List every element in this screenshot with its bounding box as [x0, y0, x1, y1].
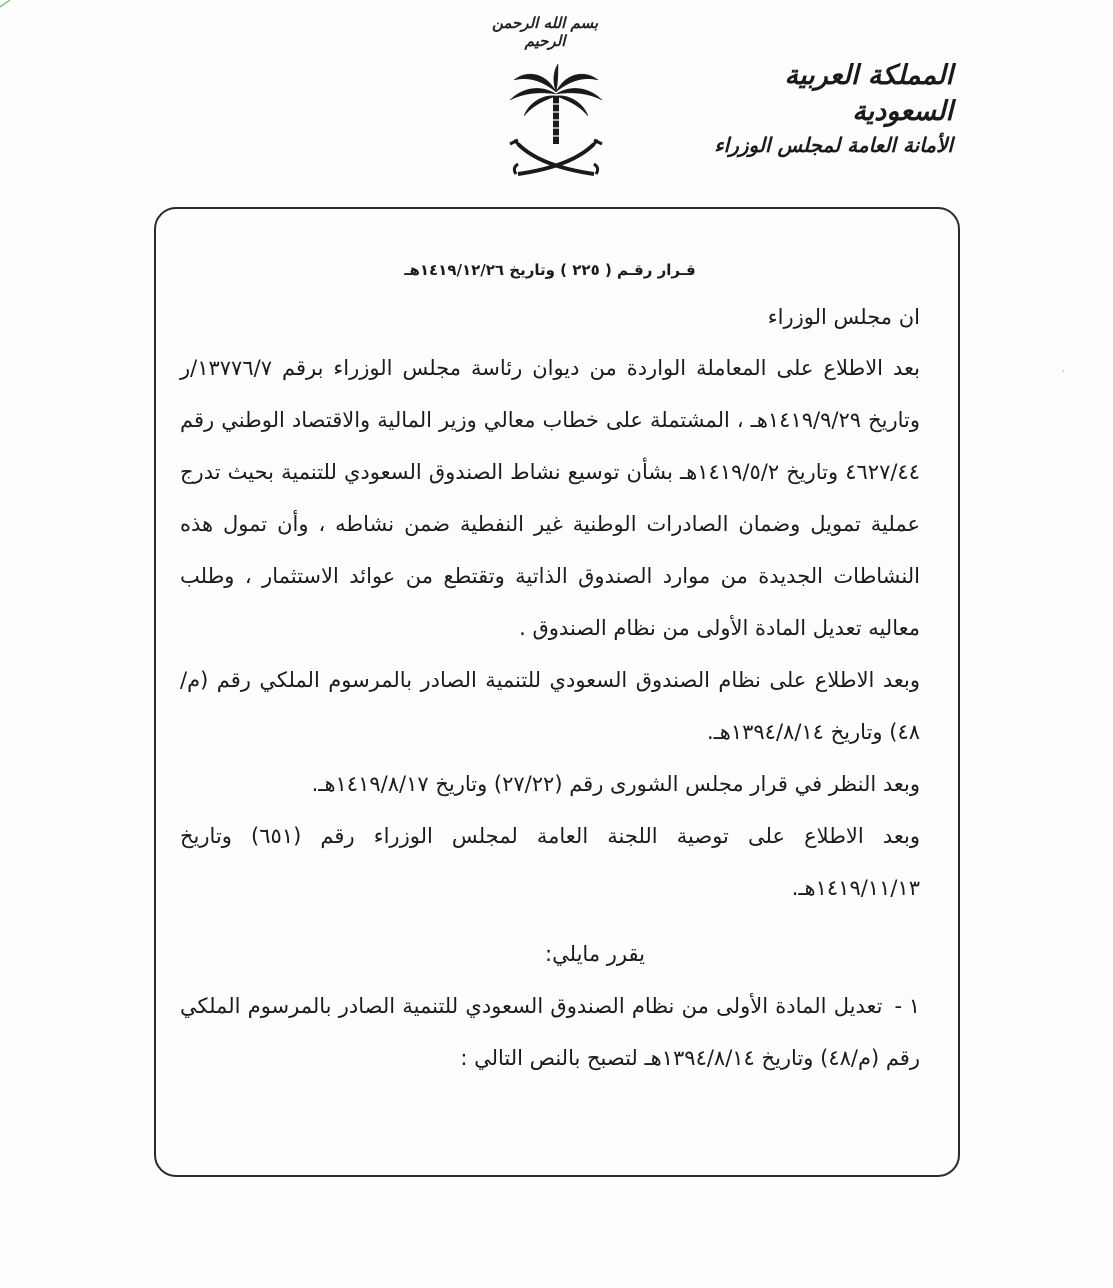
decision-title: قـرار رقـم ( ٢٢٥ ) وتاريخ ١٤١٩/١٢/٢٦هـ — [404, 261, 696, 279]
decision-body — [180, 250, 920, 1084]
paragraph-2: وبعد الاطلاع على نظام الصندوق السعودي للتنمية الصادر بالمرسوم الملكي رقم (م/٤٨) وتاريخ ١٣٩٤/٨/١٤هـ. — [180, 668, 920, 744]
paragraph-4: وبعد الاطلاع على توصية اللجنة العامة لمجلس الوزراء رقم (٦٥١) وتاريخ ١٤١٩/١١/١٣هـ. — [180, 824, 920, 900]
list-item — [180, 980, 920, 1084]
secretariat-name: الأمانة العامة لمجلس الوزراء — [714, 133, 953, 157]
paragraph-3: وبعد النظر في قرار مجلس الشورى رقم (٢٧/٢٢) وتاريخ ١٤١٩/٨/١٧هـ. — [311, 772, 920, 796]
corner-mark — [0, 0, 14, 8]
resolves-heading: يقرر مايلي: — [545, 942, 645, 966]
basmala: بسم الله الرحمن الرحيم — [491, 14, 599, 50]
letterhead — [693, 58, 953, 160]
item-number: ١ - — [894, 994, 920, 1018]
item-text: تعديل المادة الأولى من نظام الصندوق السعودي للتنمية الصادر بالمرسوم الملكي رقم (م/٤٨) وتاريخ ١٣٩٤/٨/١٤هـ لتصبح بالنص التالي : — [180, 994, 920, 1070]
kingdom-name: المملكة العربية السعودية — [784, 60, 953, 127]
saudi-emblem-icon — [496, 62, 616, 184]
paragraph-1: بعد الاطلاع على المعاملة الواردة من ديوان رئاسة مجلس الوزراء برقم ١٣٧٧٦/٧/ر وتاريخ ١٤١٩/٩/٢٩هـ ، المشتملة على خطاب معالي وزير المالية والاقتصاد الوطني رقم ٤٦٢٧/٤٤ وتاريخ ١٤١٩/٥/٢هـ بشأن توسيع نشاط الصندوق السعودي للتنمية بحيث تدرج عملية تمويل وضمان الصادرات الوطنية غير النفطية ضمن نشاطه ، وأن تمول هذه النشاطات الجديدة من موارد الصندوق الذاتية وتقتطع من عوائد الاستثمار ، وطلب معاليه تعديل المادة الأولى من نظام الصندوق . — [180, 356, 920, 640]
scan-speck — [1062, 370, 1064, 372]
opening-line: ان مجلس الوزراء — [767, 305, 920, 329]
